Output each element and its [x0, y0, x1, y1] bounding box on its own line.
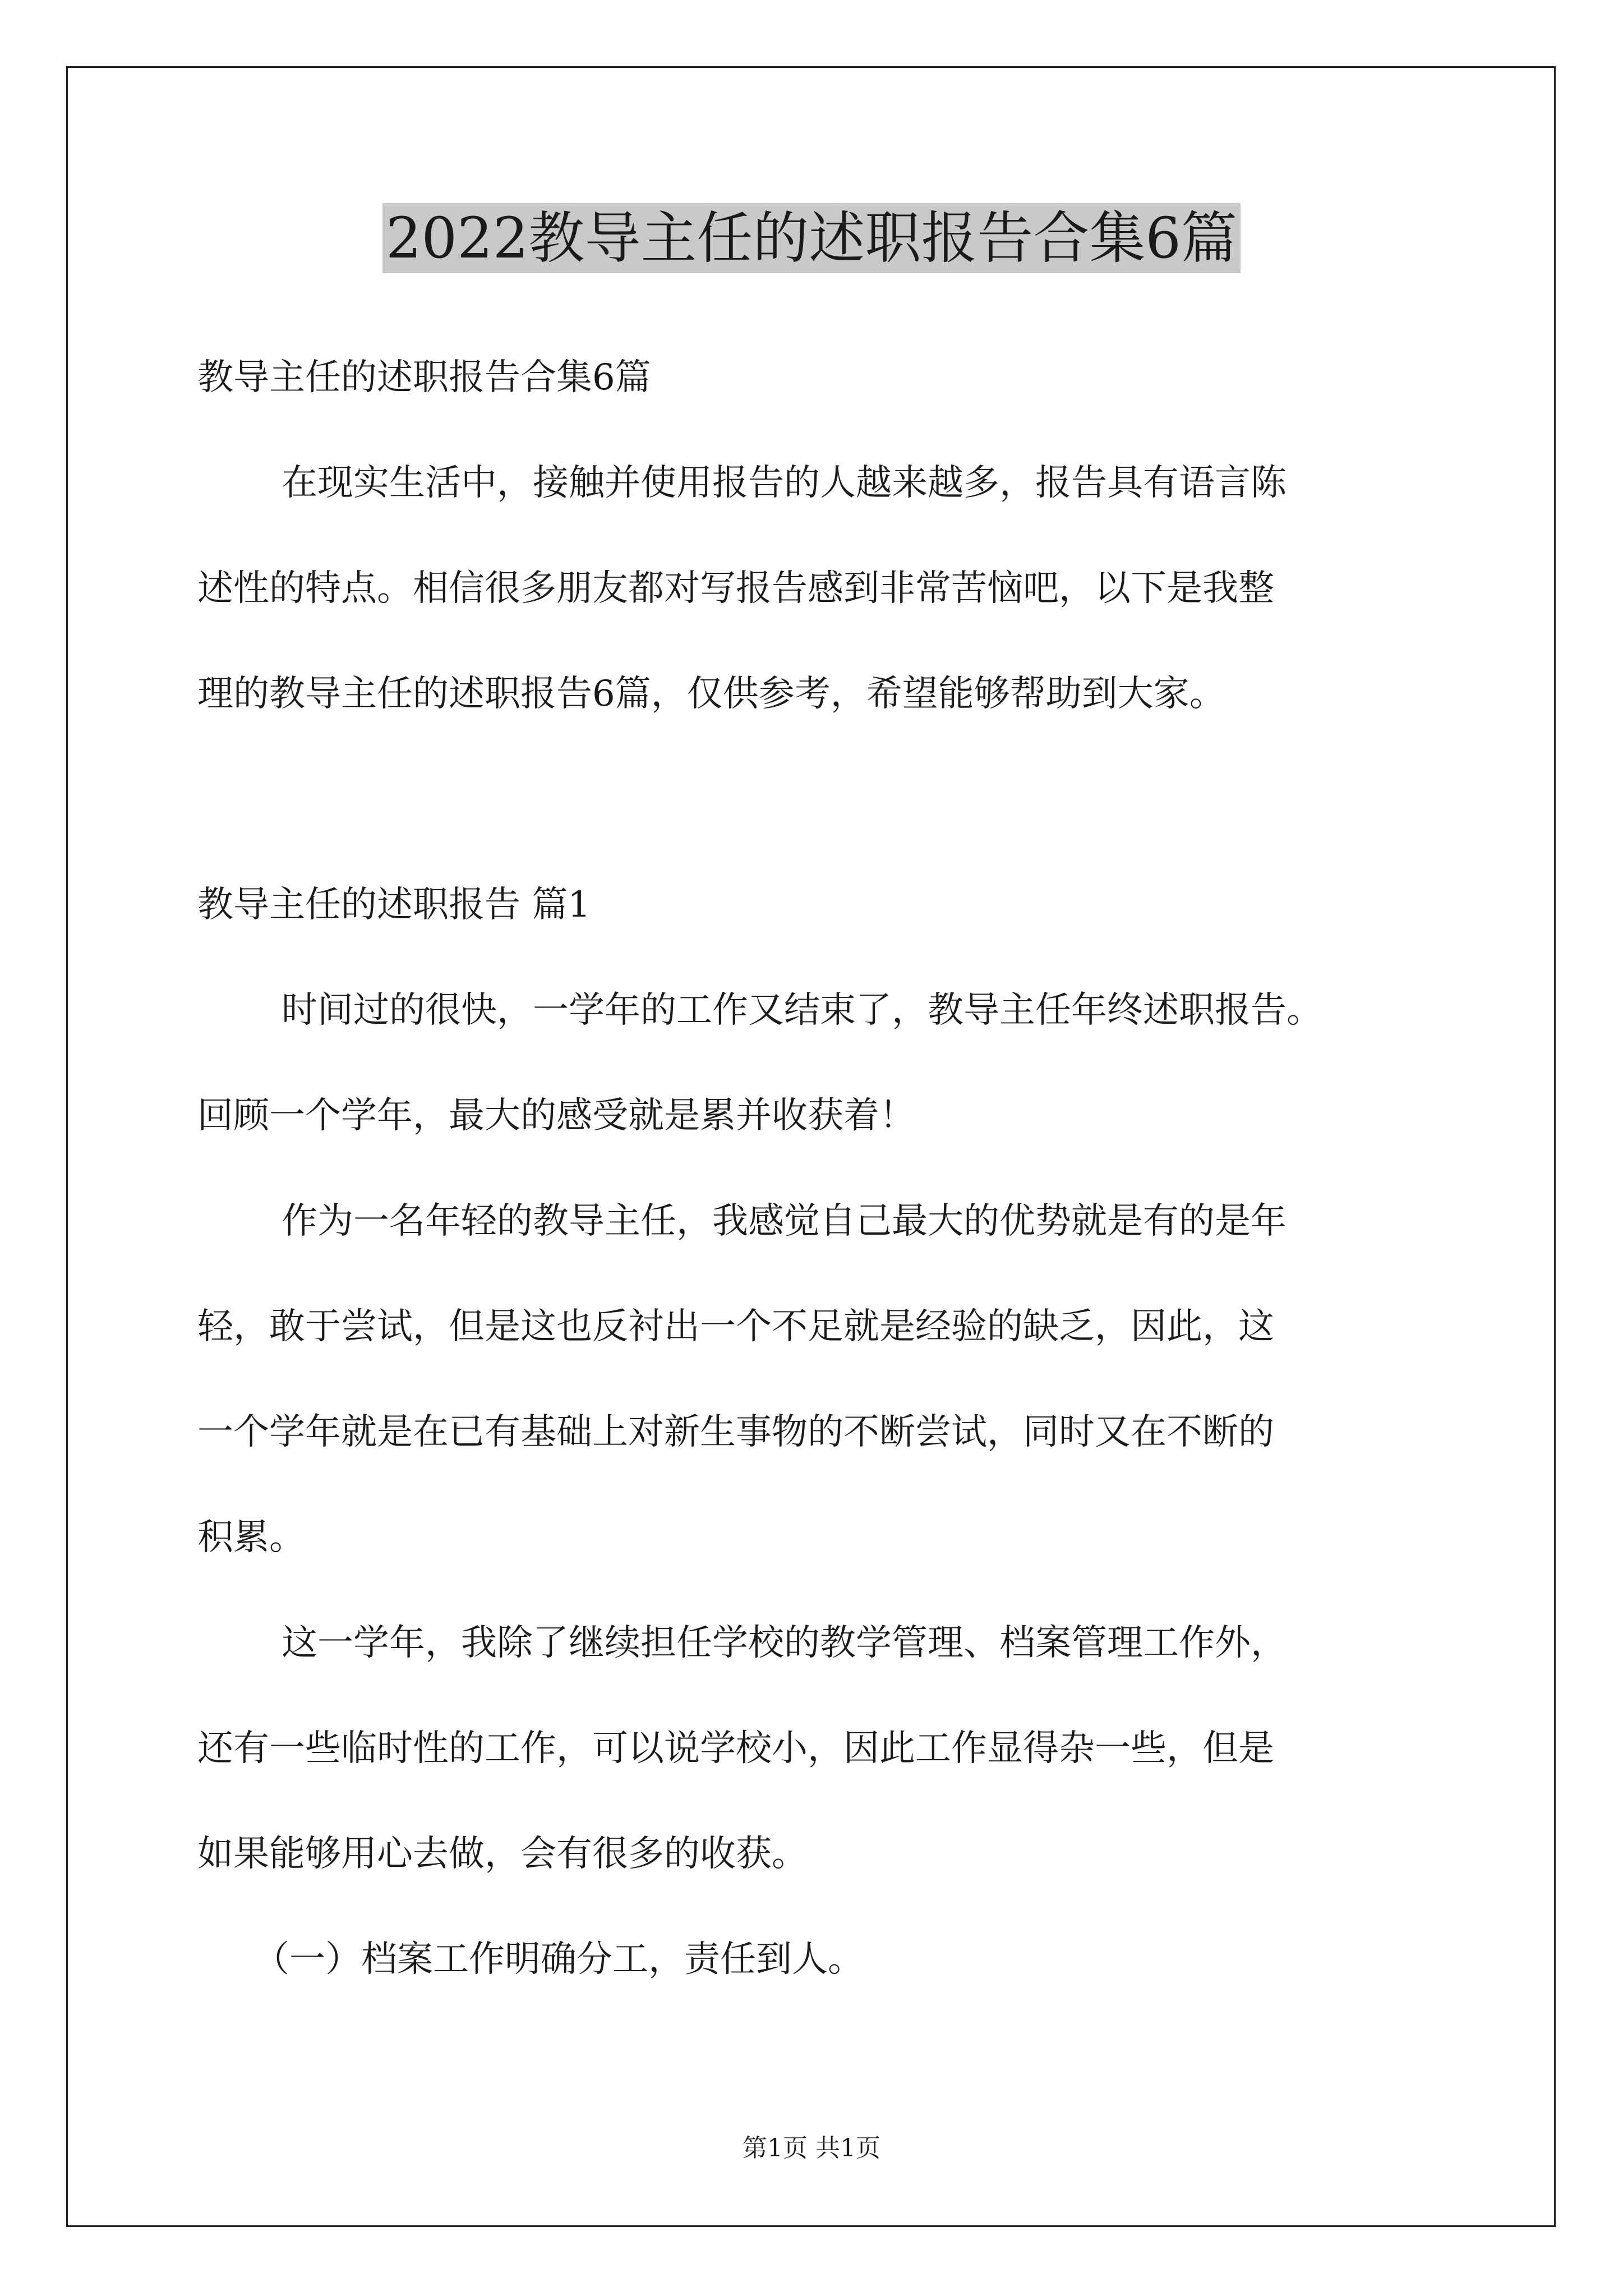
document-title-text: 2022教导主任的述职报告合集6篇: [382, 203, 1241, 273]
section-heading: 教导主任的述职报告 篇1: [197, 884, 591, 926]
document-title: [0, 196, 1623, 280]
para2-line-1: 作为一名年轻的教导主任，我感觉自己最大的优势就是有的是年: [282, 1200, 1287, 1242]
para1-line-2: 回顾一个学年，最大的感受就是累并收获着！: [197, 1095, 915, 1137]
intro-line-1: 在现实生活中，接触并使用报告的人越来越多，报告具有语言陈: [282, 462, 1287, 504]
intro-line-2: 述性的特点。相信很多朋友都对写报告感到非常苦恼吧，以下是我整: [197, 568, 1274, 609]
intro-line-3: 理的教导主任的述职报告6篇，仅供参考，希望能够帮助到大家。: [197, 673, 1225, 715]
page-footer: 第1页 共1页: [743, 2134, 880, 2162]
para2-line-2: 轻，敢于尝试，但是这也反衬出一个不足就是经验的缺乏，因此，这: [197, 1306, 1274, 1347]
para2-line-3: 一个学年就是在已有基础上对新生事物的不断尝试，同时又在不断的: [197, 1411, 1274, 1453]
para3-line-2: 还有一些临时性的工作，可以说学校小，因此工作显得杂一些，但是: [197, 1728, 1274, 1769]
para3-line-1: 这一学年，我除了继续担任学校的教学管理、档案管理工作外，: [282, 1622, 1287, 1664]
para2-line-4: 积累。: [197, 1517, 305, 1558]
item-one: （一）档案工作明确分工，责任到人。: [253, 1939, 864, 1980]
para1-line-1: 时间过的很快，一学年的工作又结束了，教导主任年终述职报告。: [282, 990, 1322, 1031]
document-subtitle: 教导主任的述职报告合集6篇: [197, 357, 651, 398]
para3-line-3: 如果能够用心去做，会有很多的收获。: [197, 1833, 808, 1875]
